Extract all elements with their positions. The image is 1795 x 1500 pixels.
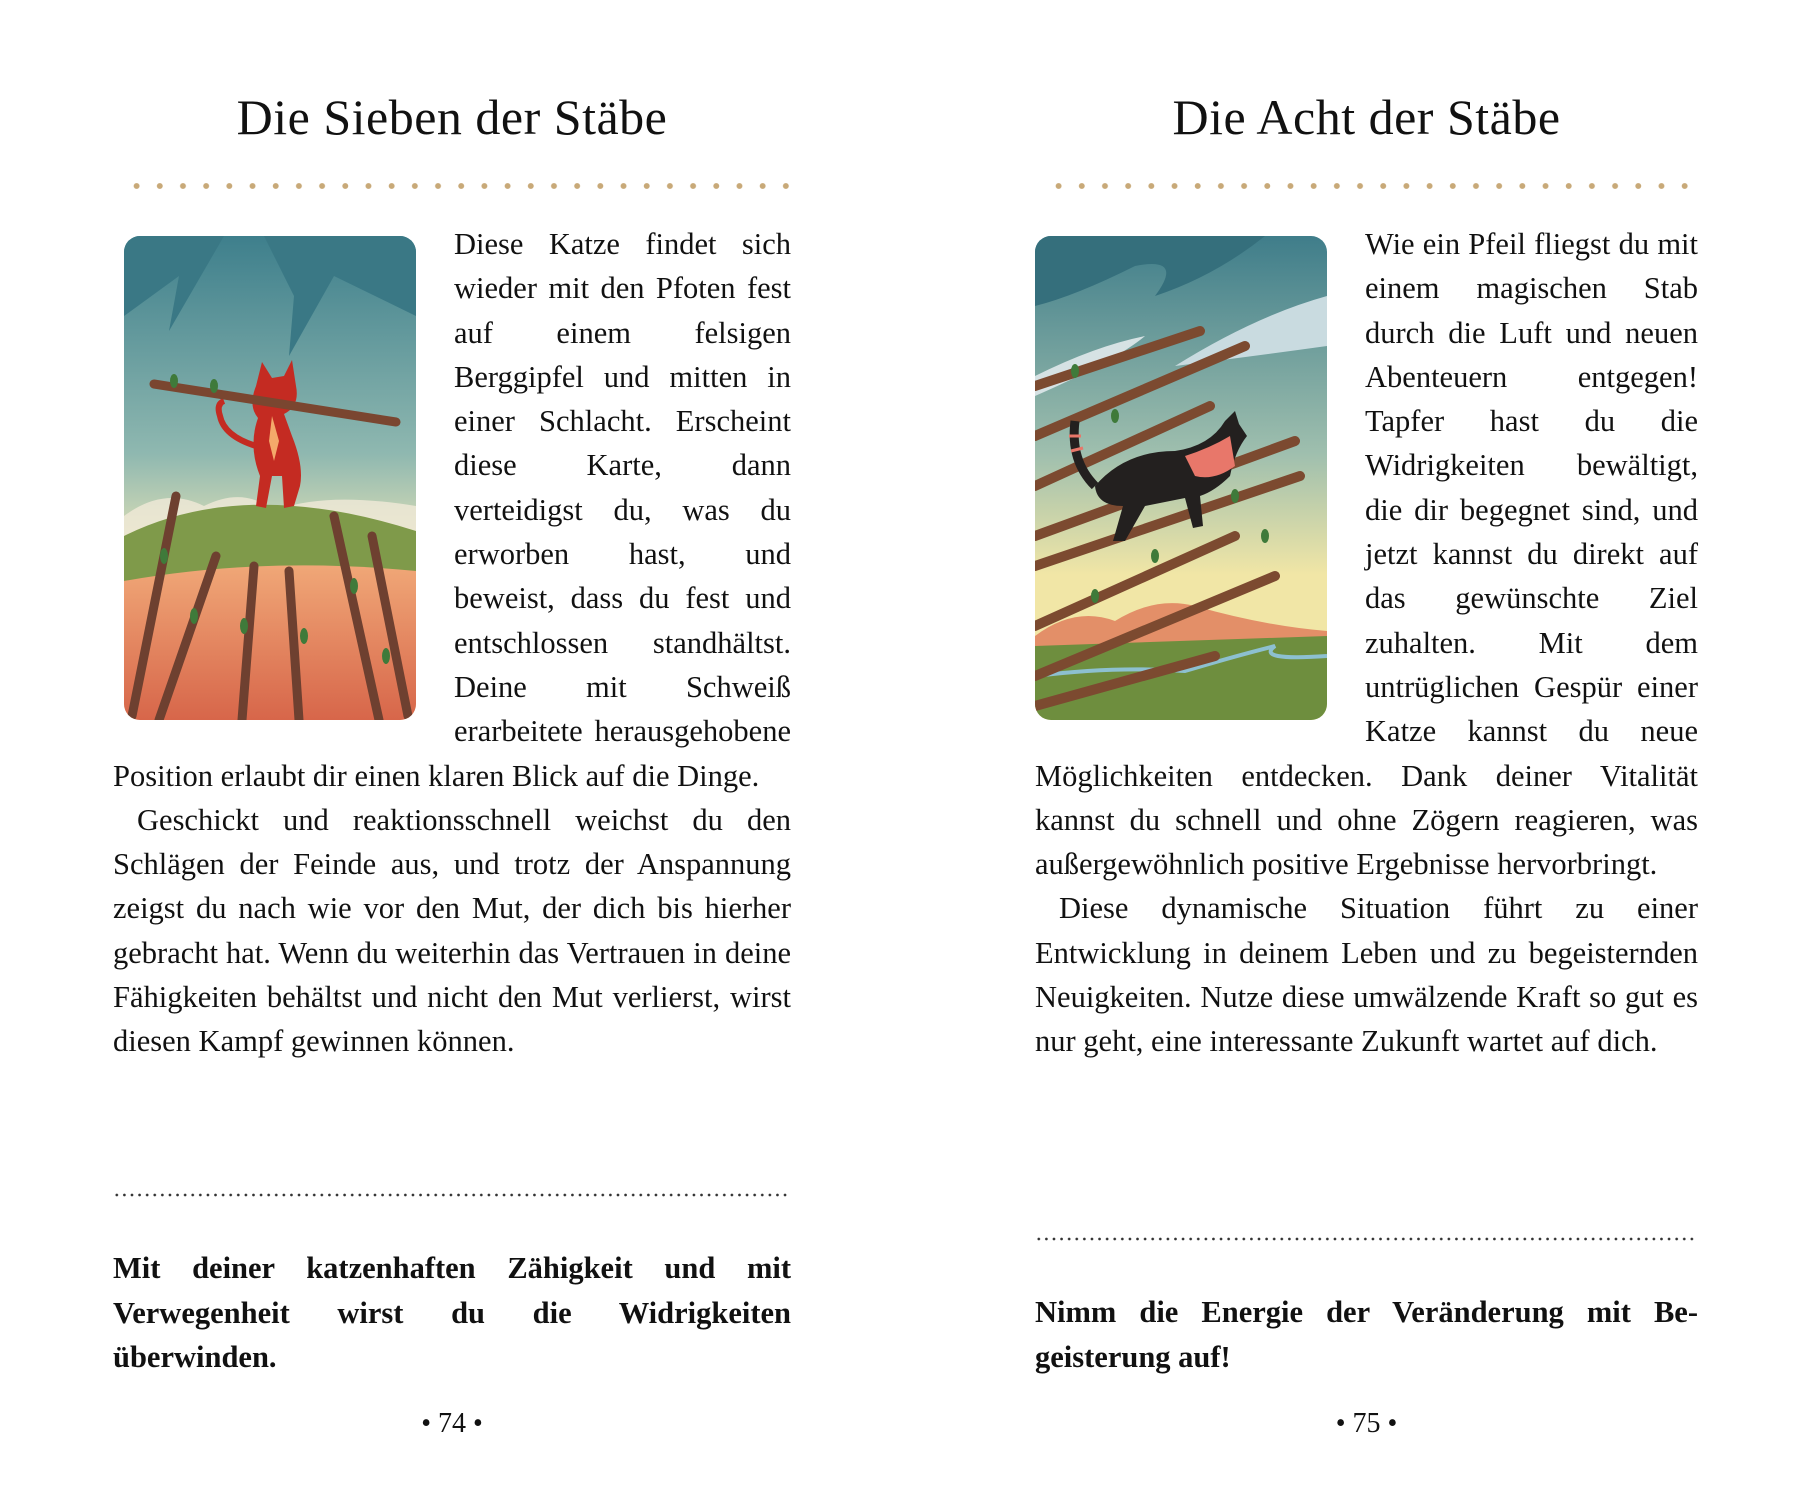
card-description <box>1035 222 1698 1064</box>
description-paragraph: Diese dynamische Situation führt zu einer Entwicklung in deinem Leben und zu begeisternden Neuigkeiten. Nutze diese umwälzende Kraft so gut es nur geht, eine interessante Zukunft wartet auf dich. <box>1035 891 1698 1059</box>
right-page <box>1035 0 1698 1500</box>
page-title: Die Sieben der Stäbe <box>236 89 668 145</box>
affirmation-text: Nimm die Energie der Veränderung mit Begeisterung auf! <box>1035 1295 1698 1374</box>
dotted-separator <box>1035 1237 1698 1241</box>
page-title: Die Acht der Stäbe <box>1172 89 1561 145</box>
description-paragraph: Wie ein Pfeil fliegst du mit einem magischen Stab durch die Luft und neuen Abenteuern entgegen! Tapfer hast du die Widrigkeiten bewältigt, die dir begegnet sind, und jetzt kannst du direkt auf das gewünschte Ziel zuhalten. Mit dem untrüglichen Gespür einer Katze kannst du neue Möglichkeiten entdecken. Dank deiner Vitalität kannst du schnell und ohne Zögern reagieren, was außergewöhnlich positive Ergebnisse hervorbringt. <box>1035 227 1698 882</box>
affirmation-text: Mit deiner katzenhaften Zähigkeit und mit Verwegenheit wirst du die Widrigkeiten überwinden. <box>113 1251 791 1374</box>
gold-dot-divider <box>125 181 791 191</box>
description-paragraph: Diese Katze findet sich wieder mit den Pfoten fest auf einem felsigen Berggipfel und mitten in einer Schlacht. Erscheint diese Karte, dann verteidigst du, was du erworben hast, und beweist, dass du fest und entschlossen standhältst. Deine mit Schweiß erarbeitete herausgehobene Position erlaubt dir einen klaren Blick auf die Dinge. <box>113 227 791 793</box>
left-page <box>113 0 791 1500</box>
page-number: • 75 • <box>1335 1408 1398 1439</box>
page-number: • 74 • <box>421 1408 483 1439</box>
description-paragraph: Geschickt und reaktionsschnell weichst du den Schlägen der Feinde aus, und trotz der Anspannung zeigst du nach wie vor den Mut, der dich bis hierher gebracht hat. Wenn du weiterhin das Vertrauen in deine Fähigkeiten behältst und nicht den Mut verlierst, wirst diesen Kampf gewinnen können. <box>113 802 791 1059</box>
gold-dot-divider <box>1047 181 1698 191</box>
image-wrap-spacer <box>113 222 454 715</box>
image-wrap-spacer <box>1035 222 1365 715</box>
card-description <box>113 222 791 1064</box>
dotted-separator <box>113 1193 791 1197</box>
